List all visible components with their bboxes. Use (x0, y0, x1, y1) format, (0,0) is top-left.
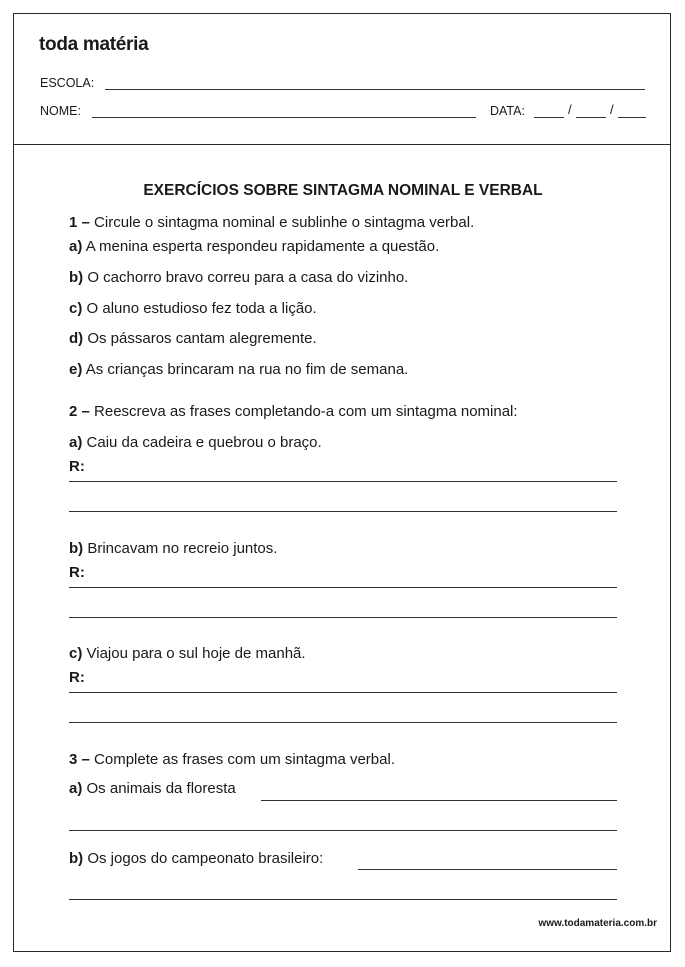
answer-line[interactable] (261, 800, 617, 801)
answer-line[interactable] (69, 587, 617, 588)
date-separator: / (568, 102, 572, 117)
answer-label: R: (69, 458, 85, 475)
item-letter: b) (69, 850, 84, 867)
answer-line[interactable] (358, 869, 617, 870)
q1-item-d (69, 330, 317, 347)
name-field[interactable] (92, 117, 476, 118)
item-letter: c) (69, 300, 83, 317)
item-letter: d) (69, 330, 84, 347)
answer-line[interactable] (69, 617, 617, 618)
item-text: O cachorro bravo correu para a casa do vizinho. (87, 269, 409, 286)
q1-item-e (69, 361, 408, 378)
q1-item-b (69, 269, 408, 286)
answer-line[interactable] (69, 511, 617, 512)
item-letter: b) (69, 540, 84, 557)
answer-line[interactable] (69, 481, 617, 482)
item-letter: a) (69, 238, 83, 255)
worksheet (13, 13, 671, 952)
question-3 (69, 751, 395, 768)
item-text: A menina esperta respondeu rapidamente a questão. (85, 238, 440, 255)
q3-item-a (69, 780, 236, 797)
header-divider (14, 144, 670, 145)
item-text: Caiu da cadeira e quebrou o braço. (86, 434, 322, 451)
date-year-field[interactable] (618, 117, 646, 118)
q2-item-a (69, 434, 322, 451)
date-month-field[interactable] (576, 117, 606, 118)
question-number: 3 – (69, 751, 90, 768)
q1-item-a (69, 238, 439, 255)
school-label: ESCOLA: (40, 76, 95, 90)
item-text: Brincavam no recreio juntos. (87, 540, 278, 557)
date-label: DATA: (490, 104, 525, 118)
question-2 (69, 403, 518, 420)
question-1 (69, 214, 474, 231)
answer-line[interactable] (69, 830, 617, 831)
date-day-field[interactable] (534, 117, 564, 118)
logo: toda matéria (39, 34, 149, 55)
answer-line[interactable] (69, 692, 617, 693)
question-number: 2 – (69, 403, 90, 420)
q1-item-c (69, 300, 317, 317)
item-text: Os jogos do campeonato brasileiro: (87, 850, 324, 867)
q3-item-b (69, 850, 323, 867)
item-text: As crianças brincaram na rua no fim de semana. (85, 361, 409, 378)
answer-line[interactable] (69, 722, 617, 723)
answer-label: R: (69, 564, 85, 581)
question-text: Reescreva as frases completando-a com um sintagma nominal: (94, 403, 518, 420)
footer-url: www.todamateria.com.br (538, 918, 657, 929)
answer-line[interactable] (69, 899, 617, 900)
item-text: Viajou para o sul hoje de manhã. (86, 645, 306, 662)
q2-item-c (69, 645, 306, 662)
item-text: Os animais da floresta (86, 780, 236, 797)
item-letter: b) (69, 269, 84, 286)
name-label: NOME: (40, 104, 81, 118)
question-text: Circule o sintagma nominal e sublinhe o sintagma verbal. (94, 214, 475, 231)
date-separator: / (610, 102, 614, 117)
question-text: Complete as frases com um sintagma verbal. (94, 751, 395, 768)
answer-label: R: (69, 669, 85, 686)
item-text: O aluno estudioso fez toda a lição. (86, 300, 317, 317)
school-field[interactable] (105, 89, 645, 90)
item-letter: a) (69, 780, 83, 797)
question-number: 1 – (69, 214, 90, 231)
item-letter: e) (69, 361, 83, 378)
page-title: EXERCÍCIOS SOBRE SINTAGMA NOMINAL E VERBAL (143, 182, 543, 199)
item-letter: c) (69, 645, 83, 662)
item-text: Os pássaros cantam alegremente. (87, 330, 317, 347)
item-letter: a) (69, 434, 83, 451)
q2-item-b (69, 540, 277, 557)
